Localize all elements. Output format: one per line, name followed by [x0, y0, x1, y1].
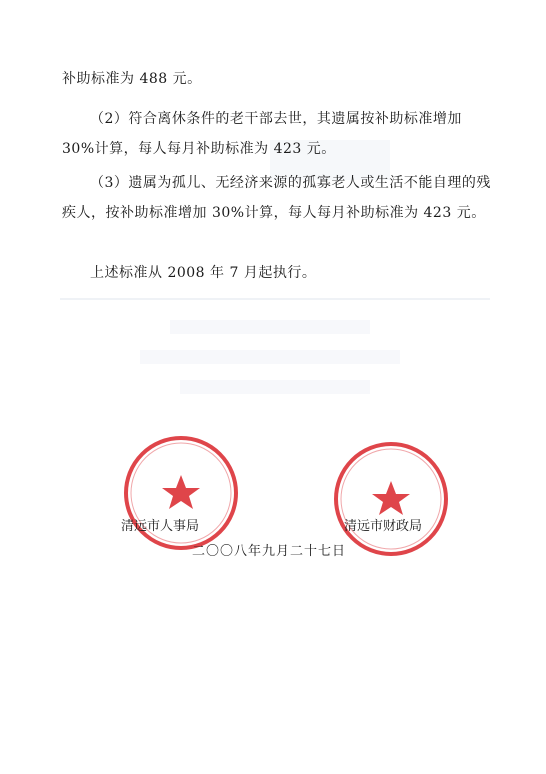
signer-left: 清远市人事局 — [121, 519, 200, 534]
seal-star-icon — [372, 481, 410, 515]
document-date: 二〇〇八年九月二十七日 — [192, 544, 347, 559]
seal-left-renshiju — [121, 433, 241, 553]
signer-right: 清远市财政局 — [344, 519, 423, 534]
seal-right-caizhengju — [331, 439, 451, 559]
paragraph-3: （3）遗属为孤儿、无经济来源的孤寡老人或生活不能自理的残疾人，按补助标准增加 30%计算，每人每月补助标准为 423 元。 — [62, 175, 491, 221]
paragraph-4: 上述标准从 2008 年 7 月起执行。 — [90, 265, 317, 281]
paragraph-2: （2）符合离休条件的老干部去世，其遗属按补助标准增加 30%计算，每人每月补助标准为 423 元。 — [62, 111, 462, 157]
text-line-continued: 补助标准为 488 元。 — [62, 71, 202, 87]
seal-star-icon — [162, 475, 200, 509]
